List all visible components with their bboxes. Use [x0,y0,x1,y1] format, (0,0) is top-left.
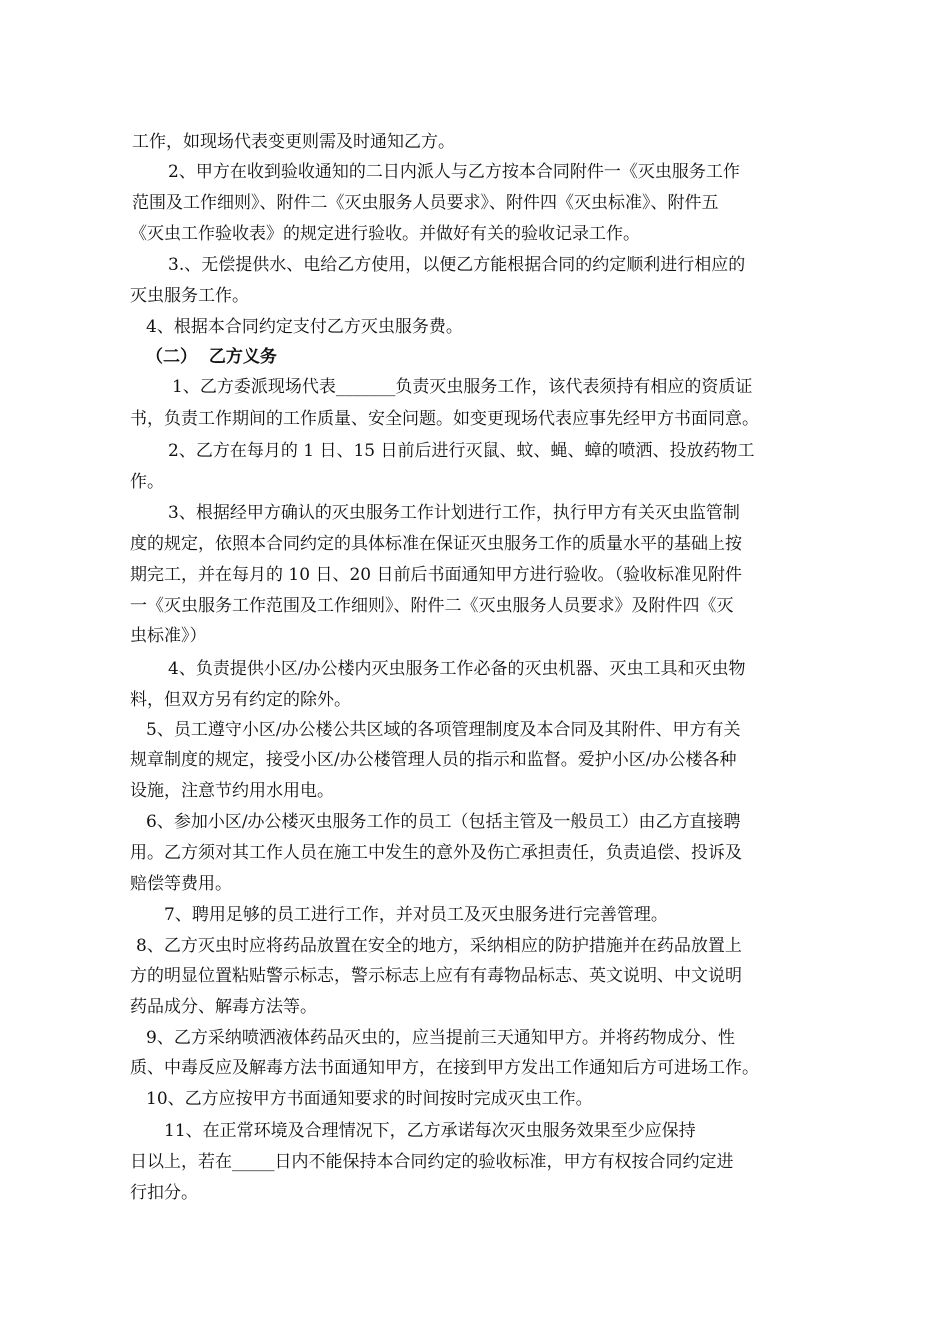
text-line: 7、聘用足够的员工进行工作，并对员工及灭虫服务进行完善管理。 [164,905,668,925]
text-line: 用。乙方须对其工作人员在施工中发生的意外及伤亡承担责任，负责追偿、投诉及 [130,843,742,863]
text-line: 作。 [130,472,164,492]
text-line: 4、负责提供小区/办公楼内灭虫服务工作必备的灭虫机器、灭虫工具和灭虫物 [168,659,746,679]
text-line: 书，负责工作期间的工作质量、安全问题。如变更现场代表应事先经甲方书面同意。 [130,409,759,429]
text-line: 2、甲方在收到验收通知的二日内派人与乙方按本合同附件一《灭虫服务工作 [168,162,740,182]
text-line: 8、乙方灭虫时应将药品放置在安全的地方，采纳相应的防护措施并在药品放置上 [136,936,742,956]
text-line: 3.、无偿提供水、电给乙方使用，以便乙方能根据合同的约定顺利进行相应的 [168,255,746,275]
text-line: 行扣分。 [130,1183,198,1203]
text-line: 方的明显位置粘贴警示标志，警示标志上应有有毒物品标志、英文说明、中文说明 [130,966,742,986]
text-line: 9、乙方采纳喷洒液体药品灭虫的，应当提前三天通知甲方。并将药物成分、性 [146,1028,735,1048]
text-line: 范围及工作细则》、附件二《灭虫服务人员要求》、附件四《灭虫标准》、附件五 [132,193,719,213]
text-line: 3、根据经甲方确认的灭虫服务工作计划进行工作，执行甲方有关灭虫监管制 [168,503,740,523]
text-line: 1、乙方委派现场代表_______负责灭虫服务工作，该代表须持有相应的资质证 [172,377,753,397]
text-line: 日以上，若在_____日内不能保持本合同约定的验收标准，甲方有权按合同约定进 [130,1152,734,1172]
text-line: 设施，注意节约用水用电。 [130,781,334,801]
text-line: 10、乙方应按甲方书面通知要求的时间按时完成灭虫工作。 [146,1089,593,1109]
text-line: 6、参加小区/办公楼灭虫服务工作的员工（包括主管及一般员工）由乙方直接聘 [146,812,741,832]
text-line: 期完工，并在每月的 10 日、20 日前后书面通知甲方进行验收。（验收标准见附件 [130,565,742,585]
text-line: 药品成分、解毒方法等。 [130,997,317,1017]
text-line: 料，但双方另有约定的除外。 [130,690,351,710]
text-line: 质、中毒反应及解毒方法书面通知甲方，在接到甲方发出工作通知后方可进场工作。 [130,1058,759,1078]
section-heading: （二） 乙方义务 [146,347,277,367]
text-line: 4、根据本合同约定支付乙方灭虫服务费。 [146,317,463,337]
text-line: 《灭虫工作验收表》的规定进行验收。并做好有关的验收记录工作。 [130,224,640,244]
text-line: 工作，如现场代表变更则需及时通知乙方。 [132,132,455,152]
text-line: 2、乙方在每月的 1 日、15 日前后进行灭鼠、蚊、蝇、蟑的喷洒、投放药物工 [168,441,755,461]
text-line: 灭虫服务工作。 [130,286,249,306]
text-line: 虫标准》） [130,626,207,646]
text-line: 度的规定，依照本合同约定的具体标准在保证灭虫服务工作的质量水平的基础上按 [130,534,742,554]
text-line: 5、员工遵守小区/办公楼公共区域的各项管理制度及本合同及其附件、甲方有关 [146,720,741,740]
text-line: 赔偿等费用。 [130,874,232,894]
text-line: 11、在正常环境及合理情况下，乙方承诺每次灭虫服务效果至少应保持 [164,1121,696,1141]
text-line: 规章制度的规定，接受小区/办公楼管理人员的指示和监督。爱护小区/办公楼各种 [130,750,737,770]
text-line: 一《灭虫服务工作范围及工作细则》、附件二《灭虫服务人员要求》及附件四《灭 [130,596,734,616]
